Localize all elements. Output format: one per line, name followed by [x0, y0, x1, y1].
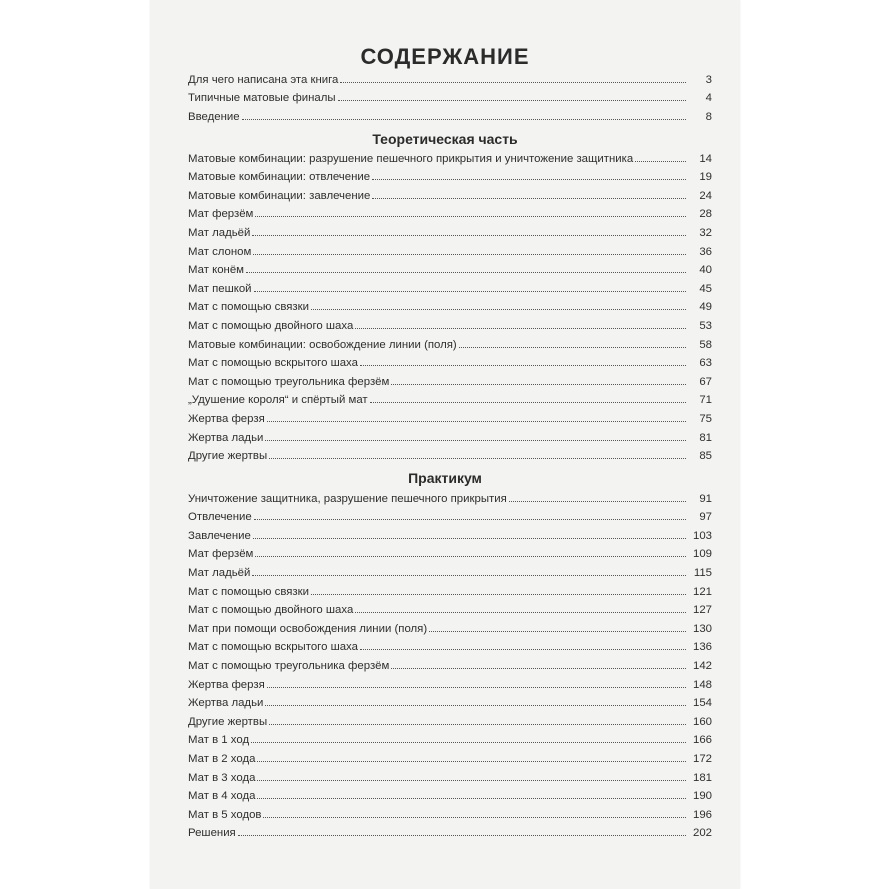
toc-entry-page-number: 53 — [699, 319, 712, 332]
toc-entry — [188, 239, 712, 258]
page-title: СОДЕРЖАНИЕ — [360, 44, 530, 69]
dot-leader — [459, 346, 686, 348]
toc-entry-label: Мат ладьёй — [188, 566, 251, 579]
toc-entry-page-number: 19 — [699, 171, 712, 184]
section-heading-theory: Теоретическая часть — [372, 131, 518, 147]
dot-leader — [372, 178, 686, 180]
toc-entry-page-number: 142 — [692, 659, 712, 672]
toc-entry-label: Мат ферзём — [188, 548, 254, 561]
dot-leader — [355, 611, 686, 613]
toc-entry-page-number: 130 — [692, 622, 712, 635]
dot-leader — [509, 500, 686, 502]
toc-entry — [188, 202, 712, 221]
dot-leader — [635, 160, 686, 162]
dot-leader — [263, 816, 686, 818]
dot-leader — [360, 364, 686, 366]
toc-entry-page-number: 36 — [699, 245, 712, 258]
toc-entry — [188, 542, 712, 561]
toc-entry-label: Мат с помощью вскрытого шаха — [188, 357, 358, 370]
toc-entry-page-number: 115 — [693, 566, 712, 579]
toc-entry-label: Мат конём — [188, 264, 244, 277]
toc-practice-list — [188, 486, 712, 839]
toc-entry — [188, 765, 712, 784]
dot-leader — [391, 383, 686, 385]
toc-entry-page-number: 148 — [692, 678, 712, 691]
dot-leader — [360, 648, 686, 650]
toc-entry-label: Мат в 4 хода — [188, 790, 256, 803]
toc-entry — [188, 332, 712, 351]
toc-entry-label: Мат с помощью двойного шаха — [188, 319, 354, 332]
toc-entry-label: Мат в 1 ход — [188, 734, 250, 747]
toc-entry — [188, 369, 712, 388]
toc-entry — [188, 104, 712, 123]
toc-entry-page-number: 40 — [699, 264, 712, 277]
toc-entry — [188, 821, 712, 840]
dot-leader — [311, 308, 686, 310]
dot-leader — [253, 537, 686, 539]
toc-entry-label: Уничтожение защитника, разрушение пешечного прикрытия — [188, 492, 507, 505]
dot-leader — [372, 197, 686, 199]
toc-entry-label: Завлечение — [188, 529, 251, 542]
dot-leader — [267, 420, 686, 422]
toc-entry — [188, 67, 712, 86]
toc-entry — [188, 672, 712, 691]
book-page — [150, 0, 740, 889]
toc-entry — [188, 505, 712, 524]
toc-entry-label: Матовые комбинации: освобождение линии (поля) — [188, 338, 457, 351]
toc-entry-page-number: 28 — [699, 208, 712, 221]
toc-entry-label: Мат ладьёй — [188, 226, 251, 239]
toc-entry-page-number: 127 — [692, 604, 712, 617]
toc-entry — [188, 388, 712, 407]
toc-entry — [188, 728, 712, 747]
toc-entry — [188, 579, 712, 598]
toc-entry-label: Мат пешкой — [188, 282, 252, 295]
toc-entry-label: Жертва ладьи — [188, 697, 264, 710]
section-heading-practice: Практикум — [408, 470, 482, 486]
toc-entry-label: Введение — [188, 110, 240, 123]
dot-leader — [255, 555, 686, 557]
dot-leader — [252, 574, 686, 576]
toc-entry-label: Мат с помощью связки — [188, 301, 309, 314]
toc-entry — [188, 406, 712, 425]
toc-entry-page-number: 121 — [692, 585, 712, 598]
toc-entry-page-number: 103 — [692, 529, 712, 542]
toc-entry — [188, 653, 712, 672]
toc-entry-page-number: 136 — [692, 641, 712, 654]
toc-entry-label: Отвлечение — [188, 511, 252, 524]
dot-leader — [246, 271, 686, 273]
toc-entry — [188, 746, 712, 765]
dot-leader — [242, 118, 686, 120]
toc-entry-label: Другие жертвы — [188, 715, 268, 728]
toc-entry-label: Мат в 5 ходов — [188, 808, 262, 821]
toc-entry — [188, 425, 712, 444]
toc-entry-page-number: 14 — [699, 152, 712, 165]
toc-entry-label: Другие жертвы — [188, 450, 268, 463]
toc-entry-page-number: 109 — [692, 548, 712, 561]
toc-entry — [188, 295, 712, 314]
toc-entry-label: Для чего написана эта книга — [188, 73, 339, 86]
dot-leader — [269, 457, 686, 459]
toc-entry-page-number: 97 — [699, 511, 712, 524]
dot-leader — [267, 686, 686, 688]
toc-entry-page-number: 81 — [699, 431, 712, 444]
dot-leader — [252, 234, 686, 236]
dot-leader — [355, 327, 686, 329]
toc-entry — [188, 598, 712, 617]
dot-leader — [340, 81, 686, 83]
toc-theory-list — [188, 146, 712, 462]
toc-entry-page-number: 67 — [699, 375, 712, 388]
dot-leader — [238, 834, 686, 836]
toc-entry-page-number: 58 — [699, 338, 712, 351]
toc-entry-label: „Удушение короля“ и спёртый мат — [188, 394, 368, 407]
dot-leader — [251, 741, 686, 743]
toc-entry-label: Типичные матовые финалы — [188, 92, 336, 105]
toc-entry-page-number: 160 — [692, 715, 712, 728]
toc-entry — [188, 146, 712, 165]
dot-leader — [311, 593, 686, 595]
toc-entry — [188, 86, 712, 105]
toc-entry-label: Мат с помощью вскрытого шаха — [188, 641, 358, 654]
dot-leader — [257, 779, 686, 781]
toc-entry-page-number: 181 — [692, 771, 712, 784]
toc-entry-label: Мат слоном — [188, 245, 252, 258]
toc-entry-page-number: 4 — [705, 92, 712, 105]
toc-entry-page-number: 75 — [699, 412, 712, 425]
toc-entry-label: Жертва ладьи — [188, 431, 264, 444]
toc-entry — [188, 784, 712, 803]
toc-entry — [188, 276, 712, 295]
dot-leader — [265, 704, 686, 706]
toc-entry-page-number: 3 — [705, 73, 712, 86]
toc-entry — [188, 351, 712, 370]
toc-entry — [188, 444, 712, 463]
dot-leader — [265, 439, 686, 441]
toc-entry — [188, 258, 712, 277]
toc-entry — [188, 802, 712, 821]
dot-leader — [254, 518, 686, 520]
dot-leader — [257, 797, 686, 799]
toc-entry — [188, 691, 712, 710]
toc-intro-list — [188, 67, 712, 123]
dot-leader — [370, 401, 686, 403]
toc-entry-label: Мат в 3 хода — [188, 771, 256, 784]
toc-entry-label: Мат с помощью связки — [188, 585, 309, 598]
toc-entry — [188, 165, 712, 184]
toc-entry-label: Решения — [188, 827, 236, 840]
toc-entry-label: Мат с помощью треугольника ферзём — [188, 375, 390, 388]
toc-entry-label: Жертва ферзя — [188, 412, 265, 425]
dot-leader — [253, 253, 686, 255]
dot-leader — [269, 723, 686, 725]
toc-entry — [188, 313, 712, 332]
toc-entry-label: Мат при помощи освобождения линии (поля) — [188, 622, 428, 635]
toc-entry-page-number: 202 — [692, 827, 712, 840]
toc-entry-label: Мат в 2 хода — [188, 752, 256, 765]
toc-entry-label: Жертва ферзя — [188, 678, 265, 691]
toc-entry — [188, 635, 712, 654]
toc-entry-page-number: 196 — [692, 808, 712, 821]
toc-entry — [188, 220, 712, 239]
toc-entry-label: Матовые комбинации: завлечение — [188, 189, 371, 202]
toc-entry-label: Мат с помощью двойного шаха — [188, 604, 354, 617]
toc-entry-page-number: 32 — [699, 226, 712, 239]
toc-entry-page-number: 45 — [699, 282, 712, 295]
toc-entry-page-number: 49 — [699, 301, 712, 314]
dot-leader — [255, 215, 686, 217]
toc-entry-page-number: 85 — [699, 450, 712, 463]
toc-entry-page-number: 166 — [692, 734, 712, 747]
toc-entry — [188, 709, 712, 728]
toc-entry — [188, 183, 712, 202]
toc-entry-page-number: 154 — [692, 697, 712, 710]
toc-entry-label: Матовые комбинации: разрушение пешечного прикрытия и уничтожение защитника — [188, 152, 634, 165]
dot-leader — [257, 760, 686, 762]
toc-entry-page-number: 8 — [705, 110, 712, 123]
toc-entry-label: Матовые комбинации: отвлечение — [188, 171, 371, 184]
dot-leader — [429, 630, 686, 632]
toc-entry-label: Мат ферзём — [188, 208, 254, 221]
toc-entry-page-number: 24 — [699, 189, 712, 202]
toc-entry — [188, 560, 712, 579]
dot-leader — [391, 667, 686, 669]
dot-leader — [338, 99, 686, 101]
toc-entry-page-number: 190 — [692, 790, 712, 803]
toc-entry-label: Мат с помощью треугольника ферзём — [188, 659, 390, 672]
toc-entry — [188, 523, 712, 542]
dot-leader — [254, 290, 686, 292]
toc-entry-page-number: 63 — [699, 357, 712, 370]
toc-entry — [188, 486, 712, 505]
toc-entry-page-number: 91 — [699, 492, 712, 505]
toc-entry-page-number: 172 — [692, 752, 712, 765]
toc-entry-page-number: 71 — [699, 394, 712, 407]
toc-entry — [188, 616, 712, 635]
